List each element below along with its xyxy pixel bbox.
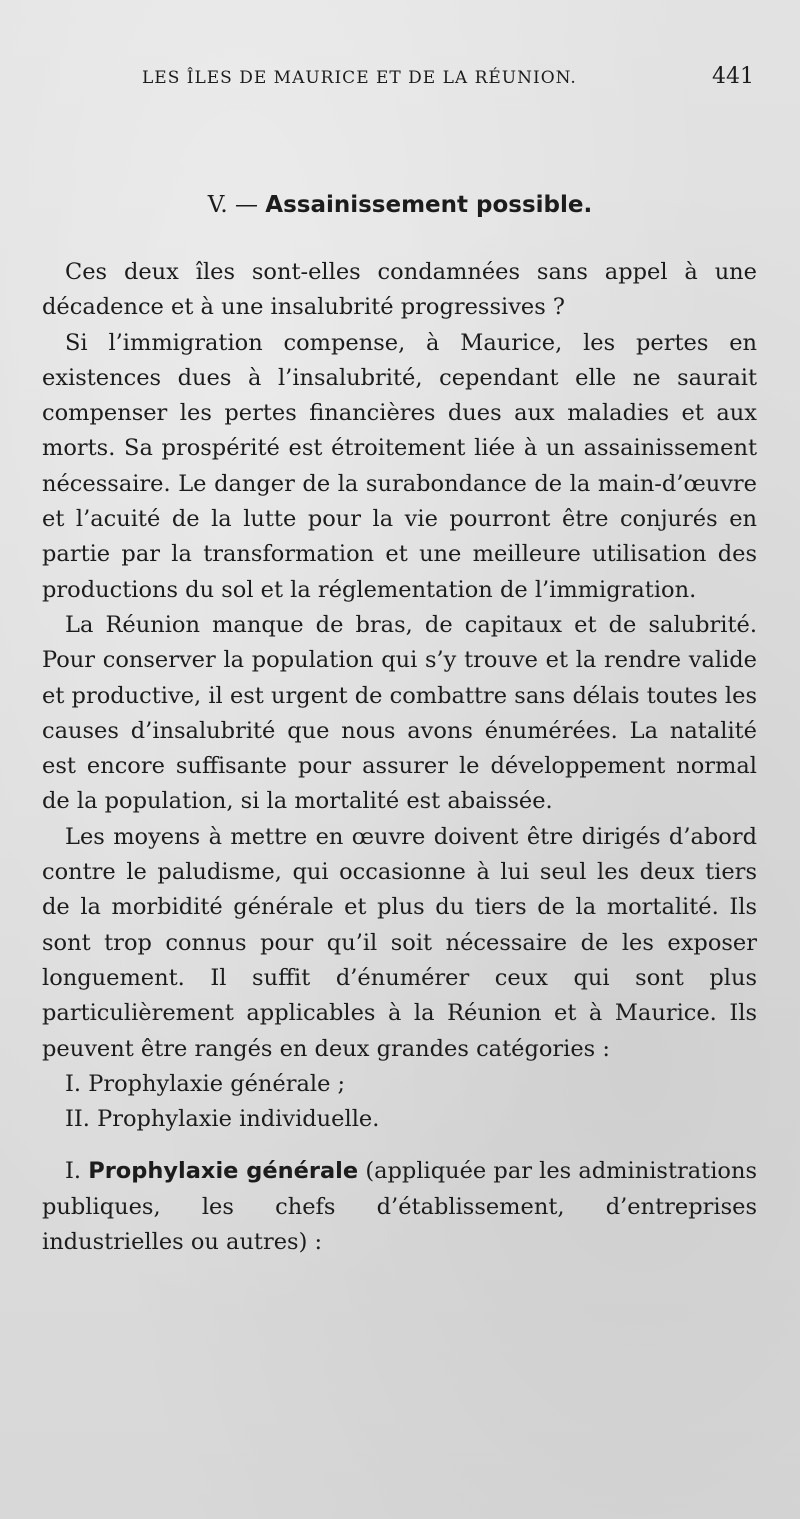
- page-number: 441: [712, 64, 754, 89]
- paragraph-4: Les moyens à mettre en œuvre doivent être dirigés d’abord contre le paludisme, qui occasionne à lui seul les deux tiers de la morbidité générale et plus du tiers de la mortalité. Ils sont trop connus pour qu’il soit nécessaire de les exposer longuement. Il suffit d’énumérer ceux qui sont plus particulièrement applicables à la Réunion et à Maurice. Ils peuvent être rangés en deux grandes catégories :: [42, 823, 757, 1062]
- section-title: Assainissement possible.: [265, 192, 593, 218]
- section-numeral: V. —: [207, 192, 266, 218]
- running-head: [142, 64, 754, 94]
- paragraph-5-bold-term: Prophylaxie générale: [88, 1158, 359, 1185]
- paragraph-5-text: (appliquée par les administrations publiques, les chefs d’établissement, d’entreprises industrielles ou autres) :: [42, 1158, 757, 1256]
- section-heading: [0, 192, 800, 218]
- paragraph-5-numeral: I.: [65, 1158, 89, 1185]
- list-item-general: I. Prophylaxie générale ;: [65, 1070, 346, 1097]
- paragraph-5: [42, 1154, 757, 1260]
- paragraph-2: Si l’immigration compense, à Maurice, les pertes en existences dues à l’insalubrité, cependant elle ne saurait compenser les pertes financières dues aux maladies et aux morts. Sa prospérité est étroitement liée à un assainissement nécessaire. Le danger de la surabondance de la main-d’œuvre et l’acuité de la lutte pour la vie pourront être conjurés en partie par la transformation et une meilleure utilisation des productions du sol et la réglementation de l’immigration.: [42, 329, 757, 603]
- running-title: LES ÎLES DE MAURICE ET DE LA RÉUNION.: [142, 68, 577, 88]
- paragraph-3: La Réunion manque de bras, de capitaux et de salubrité. Pour conserver la population qui s’y trouve et la rendre valide et productive, il est urgent de combattre sans délais toutes les causes d’insalubrité que nous avons énumérées. La natalité est encore suffisante pour assurer le développement normal de la population, si la mortalité est abaissée.: [42, 611, 757, 815]
- body-text: [42, 255, 757, 1260]
- list-item-individual: II. Prophylaxie individuelle.: [65, 1106, 380, 1133]
- paragraph-1: Ces deux îles sont-elles condamnées sans appel à une décadence et à une insalubrité progressives ?: [42, 259, 757, 321]
